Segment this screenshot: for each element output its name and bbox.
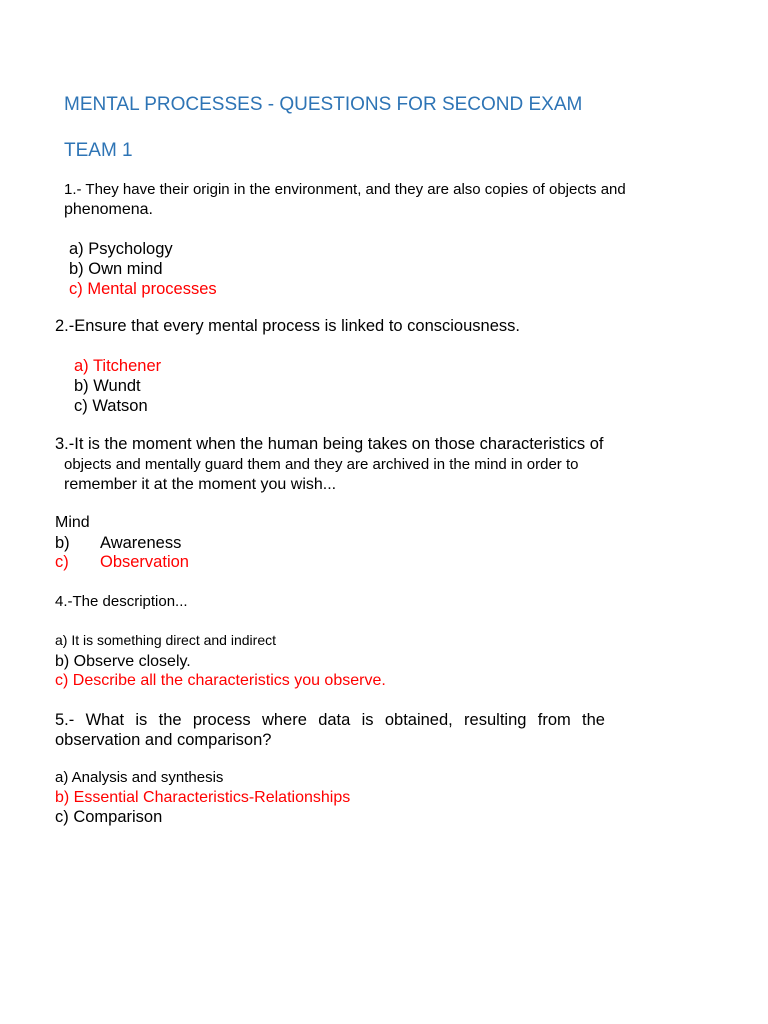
- question-3-option-c-label: c): [55, 553, 69, 571]
- question-4-line-1: 4.-The description...: [55, 593, 188, 610]
- page-title: MENTAL PROCESSES - QUESTIONS FOR SECOND EXAM: [64, 94, 583, 115]
- question-4-option-c-correct: c) Describe all the characteristics you observe.: [55, 672, 386, 689]
- question-5-option-a: a) Analysis and synthesis: [55, 769, 224, 786]
- question-5-option-b-correct: b) Essential Characteristics-Relationships: [55, 789, 351, 806]
- question-5-option-c: c) Comparison: [55, 808, 163, 826]
- question-4-option-b: b) Observe closely.: [55, 653, 191, 670]
- question-2-option-b: b) Wundt: [74, 377, 141, 395]
- question-1-option-a: a) Psychology: [69, 240, 173, 258]
- team-label: TEAM 1: [64, 140, 133, 161]
- question-2-option-c: c) Watson: [74, 397, 148, 415]
- question-3-option-b: Awareness: [100, 534, 182, 552]
- question-4-option-a: a) It is something direct and indirect: [55, 632, 276, 648]
- question-3-line-3: remember it at the moment you wish...: [64, 476, 337, 493]
- question-3-option-b-label: b): [55, 534, 70, 552]
- question-3-line-2: objects and mentally guard them and they are archived in the mind in order to: [64, 456, 579, 473]
- question-3-line-1: 3.-It is the moment when the human being takes on those characteristics of: [55, 435, 604, 453]
- question-3-option-c-correct: Observation: [100, 553, 189, 571]
- question-1-line-1: 1.- They have their origin in the environment, and they are also copies of objects and: [64, 181, 626, 198]
- question-5-line-2: observation and comparison?: [55, 731, 272, 749]
- question-5-line-1: 5.- What is the process where data is obtained, resulting from the: [55, 711, 605, 729]
- question-2-line-1: 2.-Ensure that every mental process is linked to consciousness.: [55, 317, 520, 335]
- question-2-option-a-correct: a) Titchener: [74, 357, 162, 375]
- question-1-option-c-correct: c) Mental processes: [69, 280, 217, 298]
- question-3-option-a: Mind: [55, 514, 90, 531]
- question-1-option-b: b) Own mind: [69, 260, 163, 278]
- question-1-line-2: phenomena.: [64, 201, 153, 218]
